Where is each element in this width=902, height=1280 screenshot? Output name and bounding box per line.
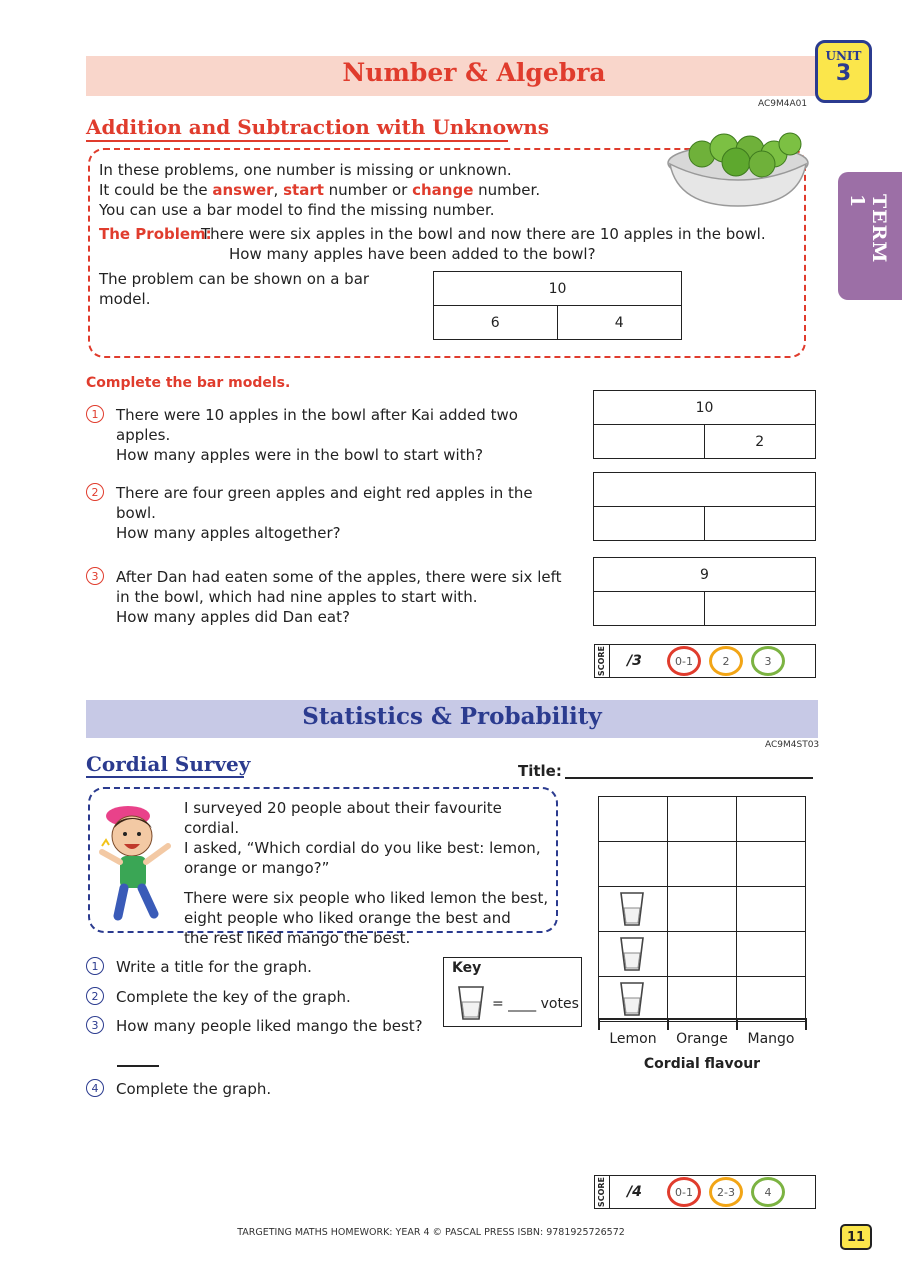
survey-line: eight people who liked orange the best and <box>184 909 511 927</box>
glass-icon <box>456 984 486 1022</box>
q2-bar-parts[interactable] <box>593 506 816 541</box>
graph-cell[interactable] <box>736 796 806 842</box>
bar-part-2: 2 <box>755 433 765 450</box>
graph-baseline <box>598 1018 806 1020</box>
graph-cell[interactable] <box>736 886 806 932</box>
score-circle-mid[interactable]: 2 <box>709 646 743 676</box>
survey-line: I surveyed 20 people about their favourite cordial. <box>184 799 502 837</box>
answer-line[interactable] <box>117 1065 159 1067</box>
bar-total-value: 9 <box>700 566 709 583</box>
page-title: Number & Algebra <box>342 58 606 87</box>
apple-bowl-illustration <box>664 118 812 208</box>
curriculum-code: AC9M4ST03 <box>765 740 820 750</box>
bar-total-value: 10 <box>695 399 714 416</box>
survey-line: I asked, “Which cordial do you like best: lemon, <box>184 839 541 857</box>
score-label: SCORE <box>597 1176 606 1208</box>
term-label: TERM 1 <box>846 194 890 264</box>
q1-bar-total[interactable] <box>593 390 816 425</box>
instruction: Complete the bar models. <box>86 375 291 391</box>
question-number: 2 <box>86 483 104 501</box>
graph-category-label: Mango <box>747 1031 795 1047</box>
example-bar-total <box>433 271 682 306</box>
question-text: How many people liked mango the best? <box>116 1017 423 1035</box>
bar-total-value: 10 <box>548 280 567 297</box>
bar-part-2[interactable] <box>705 507 816 540</box>
section-title: Cordial Survey <box>86 752 251 776</box>
survey-line: the rest liked mango the best. <box>184 929 411 947</box>
title-underline <box>86 140 508 142</box>
bar-model-text: The problem can be shown on a bar model. <box>99 270 370 308</box>
bar-part-1[interactable] <box>594 425 705 458</box>
question-text: in the bowl, which had nine apples to start with. <box>116 588 478 606</box>
graph-xlabel: Cordial flavour <box>643 1056 761 1072</box>
graph-title-label: Title: <box>518 762 562 780</box>
girl-illustration <box>94 796 176 924</box>
question-text: How many apples altogether? <box>116 524 341 542</box>
score-circle-low[interactable]: 0-1 <box>667 1177 701 1207</box>
survey-line: orange or mango?” <box>184 859 330 877</box>
score-circle-high[interactable]: 3 <box>751 646 785 676</box>
q3-bar-parts[interactable] <box>593 591 816 626</box>
graph-cell[interactable] <box>736 931 806 977</box>
graph-tick <box>805 1018 807 1030</box>
section-title: Addition and Subtraction with Unknowns <box>86 115 550 139</box>
score-circle-low[interactable]: 0-1 <box>667 646 701 676</box>
bar-part-1[interactable] <box>594 592 705 625</box>
graph-cell[interactable] <box>667 931 737 977</box>
graph-tick <box>667 1018 669 1030</box>
glass-icon <box>618 935 646 973</box>
question-text: How many apples did Dan eat? <box>116 608 350 626</box>
score-box <box>594 644 816 678</box>
question-number: 3 <box>86 1016 104 1034</box>
unit-badge <box>815 40 872 103</box>
graph-category-label: Lemon <box>609 1031 657 1047</box>
problem-line-1: There were six apples in the bowl and now there are 10 apples in the bowl. <box>201 225 766 243</box>
question-text: There were 10 apples in the bowl after Kai added two apples. <box>116 406 518 444</box>
graph-cell[interactable] <box>667 976 737 1022</box>
bar-part-2: 4 <box>614 314 624 331</box>
graph-tick <box>598 1018 600 1030</box>
question-text: How many apples were in the bowl to start with? <box>116 446 484 464</box>
graph-cell[interactable] <box>667 796 737 842</box>
bar-total-value[interactable] <box>594 473 815 506</box>
section-banner-title: Statistics & Probability <box>302 703 602 730</box>
question-text: After Dan had eaten some of the apples, there were six left <box>116 568 562 586</box>
bar-part-1: 6 <box>434 306 558 339</box>
glass-icon <box>618 890 646 928</box>
page-number: 11 <box>840 1224 872 1250</box>
title-underline <box>86 776 244 778</box>
question-text: There are four green apples and eight red apples in the bowl. <box>116 484 533 522</box>
curriculum-code: AC9M4A01 <box>758 99 808 109</box>
glass-icon <box>618 980 646 1018</box>
question-text: Complete the graph. <box>116 1080 272 1098</box>
question-text: Complete the key of the graph. <box>116 988 351 1006</box>
question-number: 1 <box>86 957 104 975</box>
intro-line-3: You can use a bar model to find the missing number. <box>99 201 495 219</box>
graph-tick <box>736 1018 738 1030</box>
question-text: Write a title for the graph. <box>116 958 312 976</box>
question-number: 2 <box>86 987 104 1005</box>
score-box <box>594 1175 816 1209</box>
problem-line-2: How many apples have been added to the bowl? <box>229 245 596 263</box>
graph-category-label: Orange <box>676 1031 728 1047</box>
score-label: SCORE <box>597 645 606 677</box>
problem-label: The Problem: <box>99 225 212 243</box>
q3-bar-total[interactable] <box>593 557 816 592</box>
bar-part-2[interactable] <box>705 592 816 625</box>
intro-line-1: In these problems, one number is missing or unknown. <box>99 161 512 179</box>
unit-number: 3 <box>835 61 852 86</box>
graph-title-line[interactable] <box>565 777 813 779</box>
footer-text: TARGETING MATHS HOMEWORK: YEAR 4 © PASCAL PRESS ISBN: 9781925726572 <box>237 1227 625 1238</box>
graph-cell[interactable] <box>598 841 668 887</box>
score-circle-high[interactable]: 4 <box>751 1177 785 1207</box>
score-circle-mid[interactable]: 2-3 <box>709 1177 743 1207</box>
key-title: Key <box>452 960 482 976</box>
graph-cell[interactable] <box>667 841 737 887</box>
question-number: 4 <box>86 1079 104 1097</box>
graph-cell[interactable] <box>736 976 806 1022</box>
graph-cell[interactable] <box>667 886 737 932</box>
bar-part-1[interactable] <box>594 507 705 540</box>
score-value[interactable]: /4 <box>609 1176 659 1208</box>
q1-bar-parts[interactable] <box>593 424 816 459</box>
graph-cell[interactable] <box>598 796 668 842</box>
score-value[interactable]: /3 <box>609 645 659 677</box>
survey-line: There were six people who liked lemon the best, <box>184 889 549 907</box>
question-number: 1 <box>86 405 104 423</box>
intro-line-2: It could be the answer, start number or change number. <box>99 181 541 199</box>
example-bar-parts <box>433 305 682 340</box>
question-number: 3 <box>86 567 104 585</box>
key-equals[interactable]: = ____ votes <box>492 996 579 1012</box>
q2-bar-total[interactable] <box>593 472 816 507</box>
unit-label: UNIT <box>825 49 862 63</box>
graph-cell[interactable] <box>736 841 806 887</box>
